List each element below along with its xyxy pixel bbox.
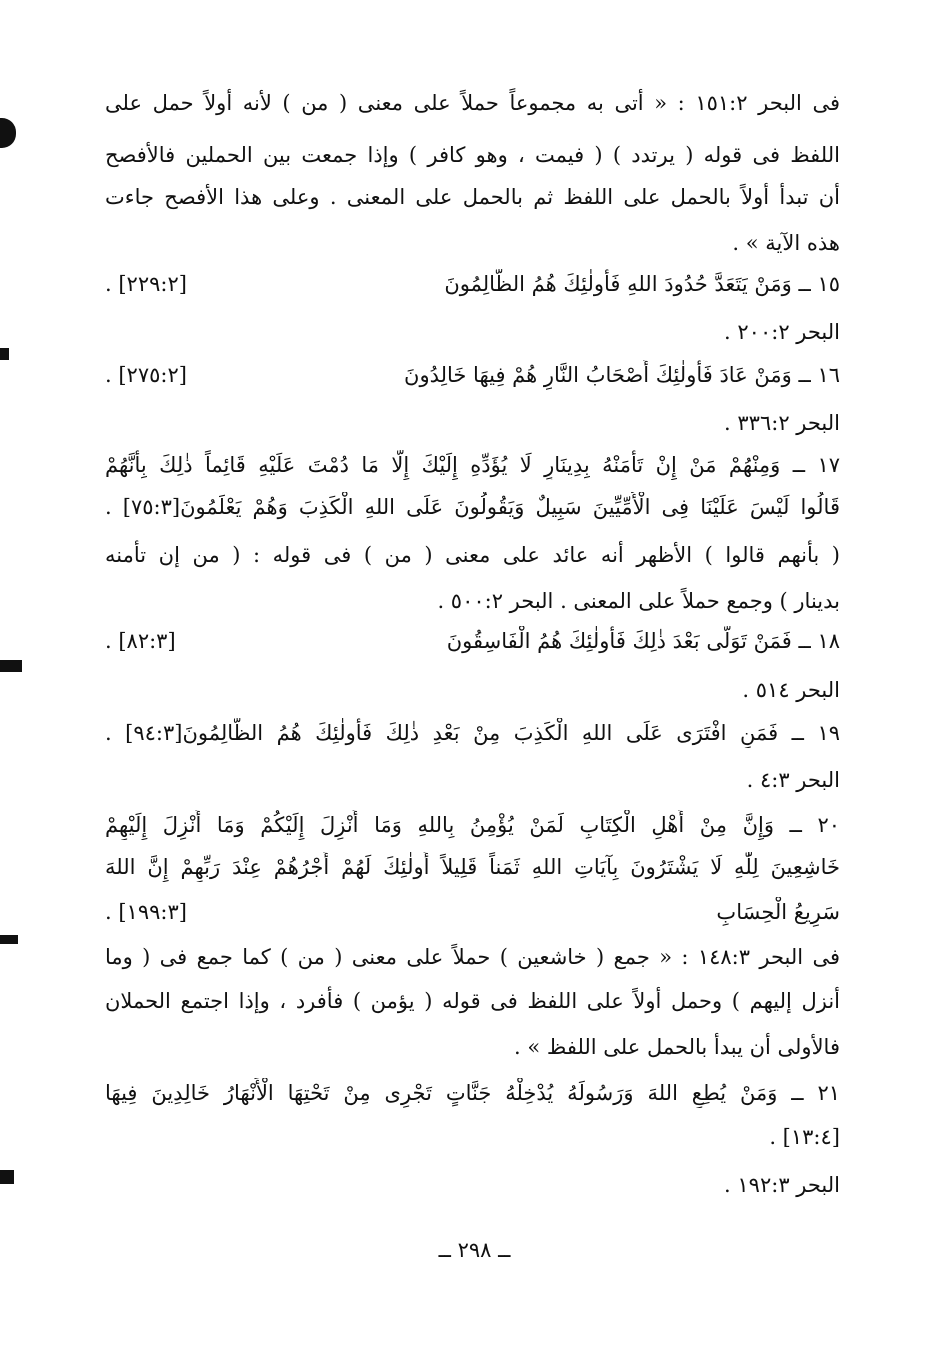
verse-reference: [٢٢٩:٢] .	[105, 272, 187, 296]
text-line: فى البحر ١٤٨:٣ : « جمع ( خاشعين ) حملاً على معنى ( من ) كما جمع فى ( وما	[105, 945, 840, 969]
text-line: هذه الآية » .	[732, 231, 840, 255]
scan-edge-mark	[0, 348, 9, 360]
verse-line: ١٧ ــ وَمِنْهُمْ مَنْ إِنْ تَأْمَنْهُ بِدِينَارٍ لَا يُؤَدِّهِ إِلَيْكَ إِلَّا مَا دُمْتَ عَلَيْهِ قَائِماً ذٰلِكَ بِأَنَّهُمْ	[105, 453, 840, 477]
text-line: ( بأنهم قالوا ) الأظهر أنه عائد على معنى ( من ) فى قوله : ( من إن تأمنه	[105, 543, 840, 567]
verse-line	[105, 897, 840, 927]
text-line: فالأولى أن يبدأ بالحمل على اللفظ » .	[514, 1035, 840, 1059]
verse-line	[105, 626, 840, 656]
verse-line: خَاشِعِينَ لِلّٰهِ لَا يَشْتَرُونَ بِآيَاتِ اللهِ ثَمَناً قَلِيلاً أُولٰئِكَ لَهُمْ أَجْرُهُمْ عِنْدَ رَبِّهِمْ إِنَّ اللهَ	[105, 855, 840, 879]
verse-text: ١٥ ــ وَمَنْ يَتَعَدَّ حُدُودَ اللهِ فَأُولٰئِكَ هُمُ الظَّالِمُونَ	[444, 272, 840, 296]
verse-line	[105, 360, 840, 390]
verse-reference: [٢٧٥:٢] .	[105, 363, 187, 387]
verse-text: سَرِيعُ الْحِسَابِ	[716, 900, 840, 924]
verse-text: ١٨ ــ فَمَنْ تَوَلَّى بَعْدَ ذٰلِكَ فَأُولٰئِكَ هُمُ الْفَاسِقُونَ	[446, 629, 840, 653]
source-citation: البحر ٥١٤ .	[742, 678, 840, 702]
verse-reference: [١٣:٤] .	[769, 1125, 840, 1149]
verse-reference: [١٩٩:٣] .	[105, 900, 187, 924]
source-citation: البحر ١٩٢:٣ .	[724, 1173, 840, 1197]
text-line: اللفظ فى قوله ( يرتدد ) ( فيمت ، وهو كافر ) وإذا جمعت بين الحملين فالأفصح	[105, 143, 840, 167]
source-citation: البحر ٣٣٦:٢ .	[724, 411, 840, 435]
text-line: بدينار ) وجمع حملاً على المعنى . البحر ٥٠٠:٢ .	[437, 589, 840, 613]
verse-reference: [٨٢:٣] .	[105, 629, 176, 653]
verse-line: ١٩ ــ فَمَنِ افْتَرَى عَلَى اللهِ الْكَذِبَ مِنْ بَعْدِ ذٰلِكَ فَأُولٰئِكَ هُمُ الظَّالِمُونَ[٩٤:٣] .	[105, 721, 840, 745]
source-citation: البحر ٤:٣ .	[746, 768, 840, 792]
page-number: ــ ٢٩٨ ــ	[438, 1238, 511, 1262]
text-line: أنزل إليهم ) وحمل أولاً على اللفظ فى قوله ( يؤمن ) فأفرد ، وإذا اجتمع الحملان	[105, 989, 840, 1013]
verse-line: قَالُوا لَيْسَ عَلَيْنَا فِى الْأُمِّيِّينَ سَبِيلٌ وَيَقُولُونَ عَلَى اللهِ الْكَذِبَ وَهُمْ يَعْلَمُونَ[٧٥:٣] .	[105, 495, 840, 519]
scan-edge-mark	[0, 118, 16, 148]
text-line: فى البحر ١٥١:٢ : « أتى به مجموعاً حملاً على معنى ( من ) لأنه أولاً حمل على	[105, 91, 840, 115]
scan-edge-mark	[0, 1170, 14, 1184]
verse-text: ١٦ ــ وَمَنْ عَادَ فَأُولٰئِكَ أَصْحَابُ النَّارِ هُمْ فِيهَا خَالِدُونَ	[404, 363, 840, 387]
text-line: أن تبدأ أولاً بالحمل على اللفظ ثم بالحمل على المعنى . وعلى هذا الأفصح جاءت	[105, 185, 840, 209]
verse-line: ٢٠ ــ وَإِنَّ مِنْ أَهْلِ الْكِتَابِ لَمَنْ يُؤْمِنُ بِاللهِ وَمَا أُنْزِلَ إِلَيْكُمْ وَمَا أُنْزِلَ إِلَيْهِمْ	[105, 813, 840, 837]
scan-edge-mark	[0, 660, 22, 672]
verse-line	[105, 269, 840, 299]
source-citation: البحر ٢٠٠:٢ .	[724, 320, 840, 344]
verse-line: ٢١ ــ وَمَنْ يُطِعِ اللهَ وَرَسُولَهُ يُدْخِلْهُ جَنَّاتٍ تَجْرِى مِنْ تَحْتِهَا الْأَنْهَارُ خَالِدِينَ فِيهَا	[105, 1081, 840, 1105]
scan-edge-mark	[0, 935, 18, 944]
